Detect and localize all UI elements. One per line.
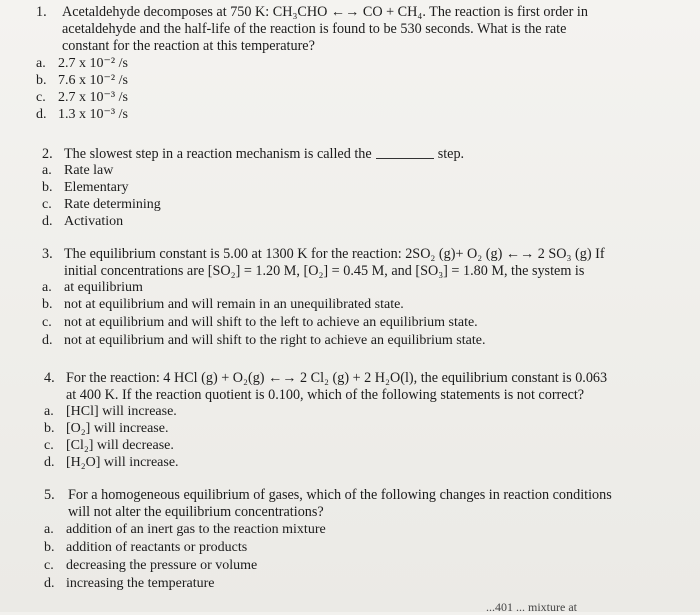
- option-letter: b.: [36, 73, 47, 88]
- answer-option[interactable]: [42, 315, 478, 331]
- option-letter: d.: [36, 107, 47, 122]
- option-letter: a.: [42, 163, 52, 178]
- answer-option[interactable]: [42, 214, 123, 230]
- question-stem-line: at 400 K. If the reaction quotient is 0.100, which of the following statements is not correct?: [66, 387, 585, 403]
- answer-option[interactable]: [36, 90, 128, 106]
- option-letter: b.: [44, 540, 55, 555]
- option-text: addition of reactants or products: [66, 540, 248, 555]
- option-text: 1.3 x 10⁻³ /s: [58, 107, 128, 122]
- question-number: 5.: [44, 487, 55, 503]
- option-letter: c.: [44, 438, 54, 453]
- question-stem-line: Acetaldehyde decomposes at 750 K: CH₃CHO ←→ CO + CH₄. The reaction is first order in: [62, 4, 588, 20]
- option-letter: d.: [42, 333, 53, 348]
- answer-option[interactable]: [36, 73, 128, 89]
- option-text: Activation: [64, 214, 124, 229]
- question-number: 2.: [42, 146, 53, 162]
- option-text: addition of an inert gas to the reaction mixture: [66, 522, 326, 537]
- answer-option[interactable]: [44, 455, 179, 471]
- answer-option[interactable]: [44, 540, 247, 556]
- option-text: [O₂] will increase.: [66, 421, 169, 436]
- option-letter: a.: [44, 522, 54, 537]
- option-text: Elementary: [64, 180, 129, 195]
- option-letter: c.: [36, 90, 46, 105]
- answer-option[interactable]: [36, 56, 128, 72]
- question-stem-before-blank: The slowest step in a reaction mechanism is called the: [64, 146, 372, 162]
- answer-option[interactable]: [44, 522, 326, 538]
- option-text: not at equilibrium and will shift to the left to achieve an equilibrium state.: [64, 315, 478, 330]
- option-letter: d.: [44, 576, 55, 591]
- option-text: Rate law: [64, 163, 114, 178]
- question-stem-line: [64, 146, 464, 163]
- answer-option[interactable]: [42, 163, 113, 179]
- answer-option[interactable]: [42, 333, 485, 349]
- question-number: 3.: [42, 246, 53, 262]
- question-stem-line: For a homogeneous equilibrium of gases, which of the following changes in reaction conditions: [68, 487, 612, 503]
- answer-option[interactable]: [44, 558, 257, 574]
- question-stem-line: constant for the reaction at this temperature?: [62, 38, 315, 54]
- question-stem-line: For the reaction: 4 HCl (g) + O₂(g) ←→ 2 Cl₂ (g) + 2 H₂O(l), the equilibrium constant is 0.063: [66, 370, 608, 386]
- option-text: not at equilibrium and will remain in an unequilibrated state.: [64, 297, 404, 312]
- option-text: 2.7 x 10⁻³ /s: [58, 90, 128, 105]
- option-letter: a.: [44, 404, 54, 419]
- option-text: not at equilibrium and will shift to the right to achieve an equilibrium state.: [64, 333, 486, 348]
- answer-option[interactable]: [44, 421, 168, 437]
- question-number: 1.: [36, 4, 47, 20]
- question-stem-line: initial concentrations are [SO₂] = 1.20 M, [O₂] = 0.45 M, and [SO₃] = 1.80 M, the system is: [64, 263, 585, 279]
- question-stem-line: The equilibrium constant is 5.00 at 1300 K for the reaction: 2SO₂ (g)+ O₂ (g) ←→ 2 SO₃ (g) If: [64, 246, 605, 262]
- option-letter: c.: [44, 558, 54, 573]
- option-text: 2.7 x 10⁻² /s: [58, 56, 128, 71]
- option-text: [H₂O] will increase.: [66, 455, 179, 470]
- question-number: 4.: [44, 370, 55, 386]
- cut-off-next-question: ...401 ... mixture at: [486, 600, 577, 614]
- answer-option[interactable]: [42, 197, 161, 213]
- option-letter: a.: [36, 56, 46, 71]
- answer-option[interactable]: [36, 107, 128, 123]
- question-stem-after-blank: step.: [437, 146, 465, 162]
- fill-in-blank: [376, 158, 434, 159]
- option-letter: b.: [44, 421, 55, 436]
- answer-option[interactable]: [42, 180, 129, 196]
- option-letter: c.: [42, 315, 52, 330]
- answer-option[interactable]: [44, 576, 214, 592]
- answer-option[interactable]: [44, 404, 177, 420]
- answer-option[interactable]: [44, 438, 174, 454]
- option-text: increasing the temperature: [66, 576, 215, 591]
- option-letter: b.: [42, 297, 53, 312]
- option-text: [Cl₂] will decrease.: [66, 438, 174, 453]
- option-letter: d.: [42, 214, 53, 229]
- question-stem-line: acetaldehyde and the half-life of the reaction is found to be 530 seconds. What is the rate: [62, 21, 567, 37]
- option-text: decreasing the pressure or volume: [66, 558, 258, 573]
- answer-option[interactable]: [42, 297, 404, 313]
- option-letter: c.: [42, 197, 52, 212]
- option-text: Rate determining: [64, 197, 161, 212]
- question-stem-line: will not alter the equilibrium concentrations?: [68, 504, 324, 520]
- option-text: at equilibrium: [64, 280, 143, 295]
- option-text: [HCl] will increase.: [66, 404, 177, 419]
- option-text: 7.6 x 10⁻² /s: [58, 73, 128, 88]
- option-letter: b.: [42, 180, 53, 195]
- option-letter: d.: [44, 455, 55, 470]
- option-letter: a.: [42, 280, 52, 295]
- answer-option[interactable]: [42, 280, 143, 296]
